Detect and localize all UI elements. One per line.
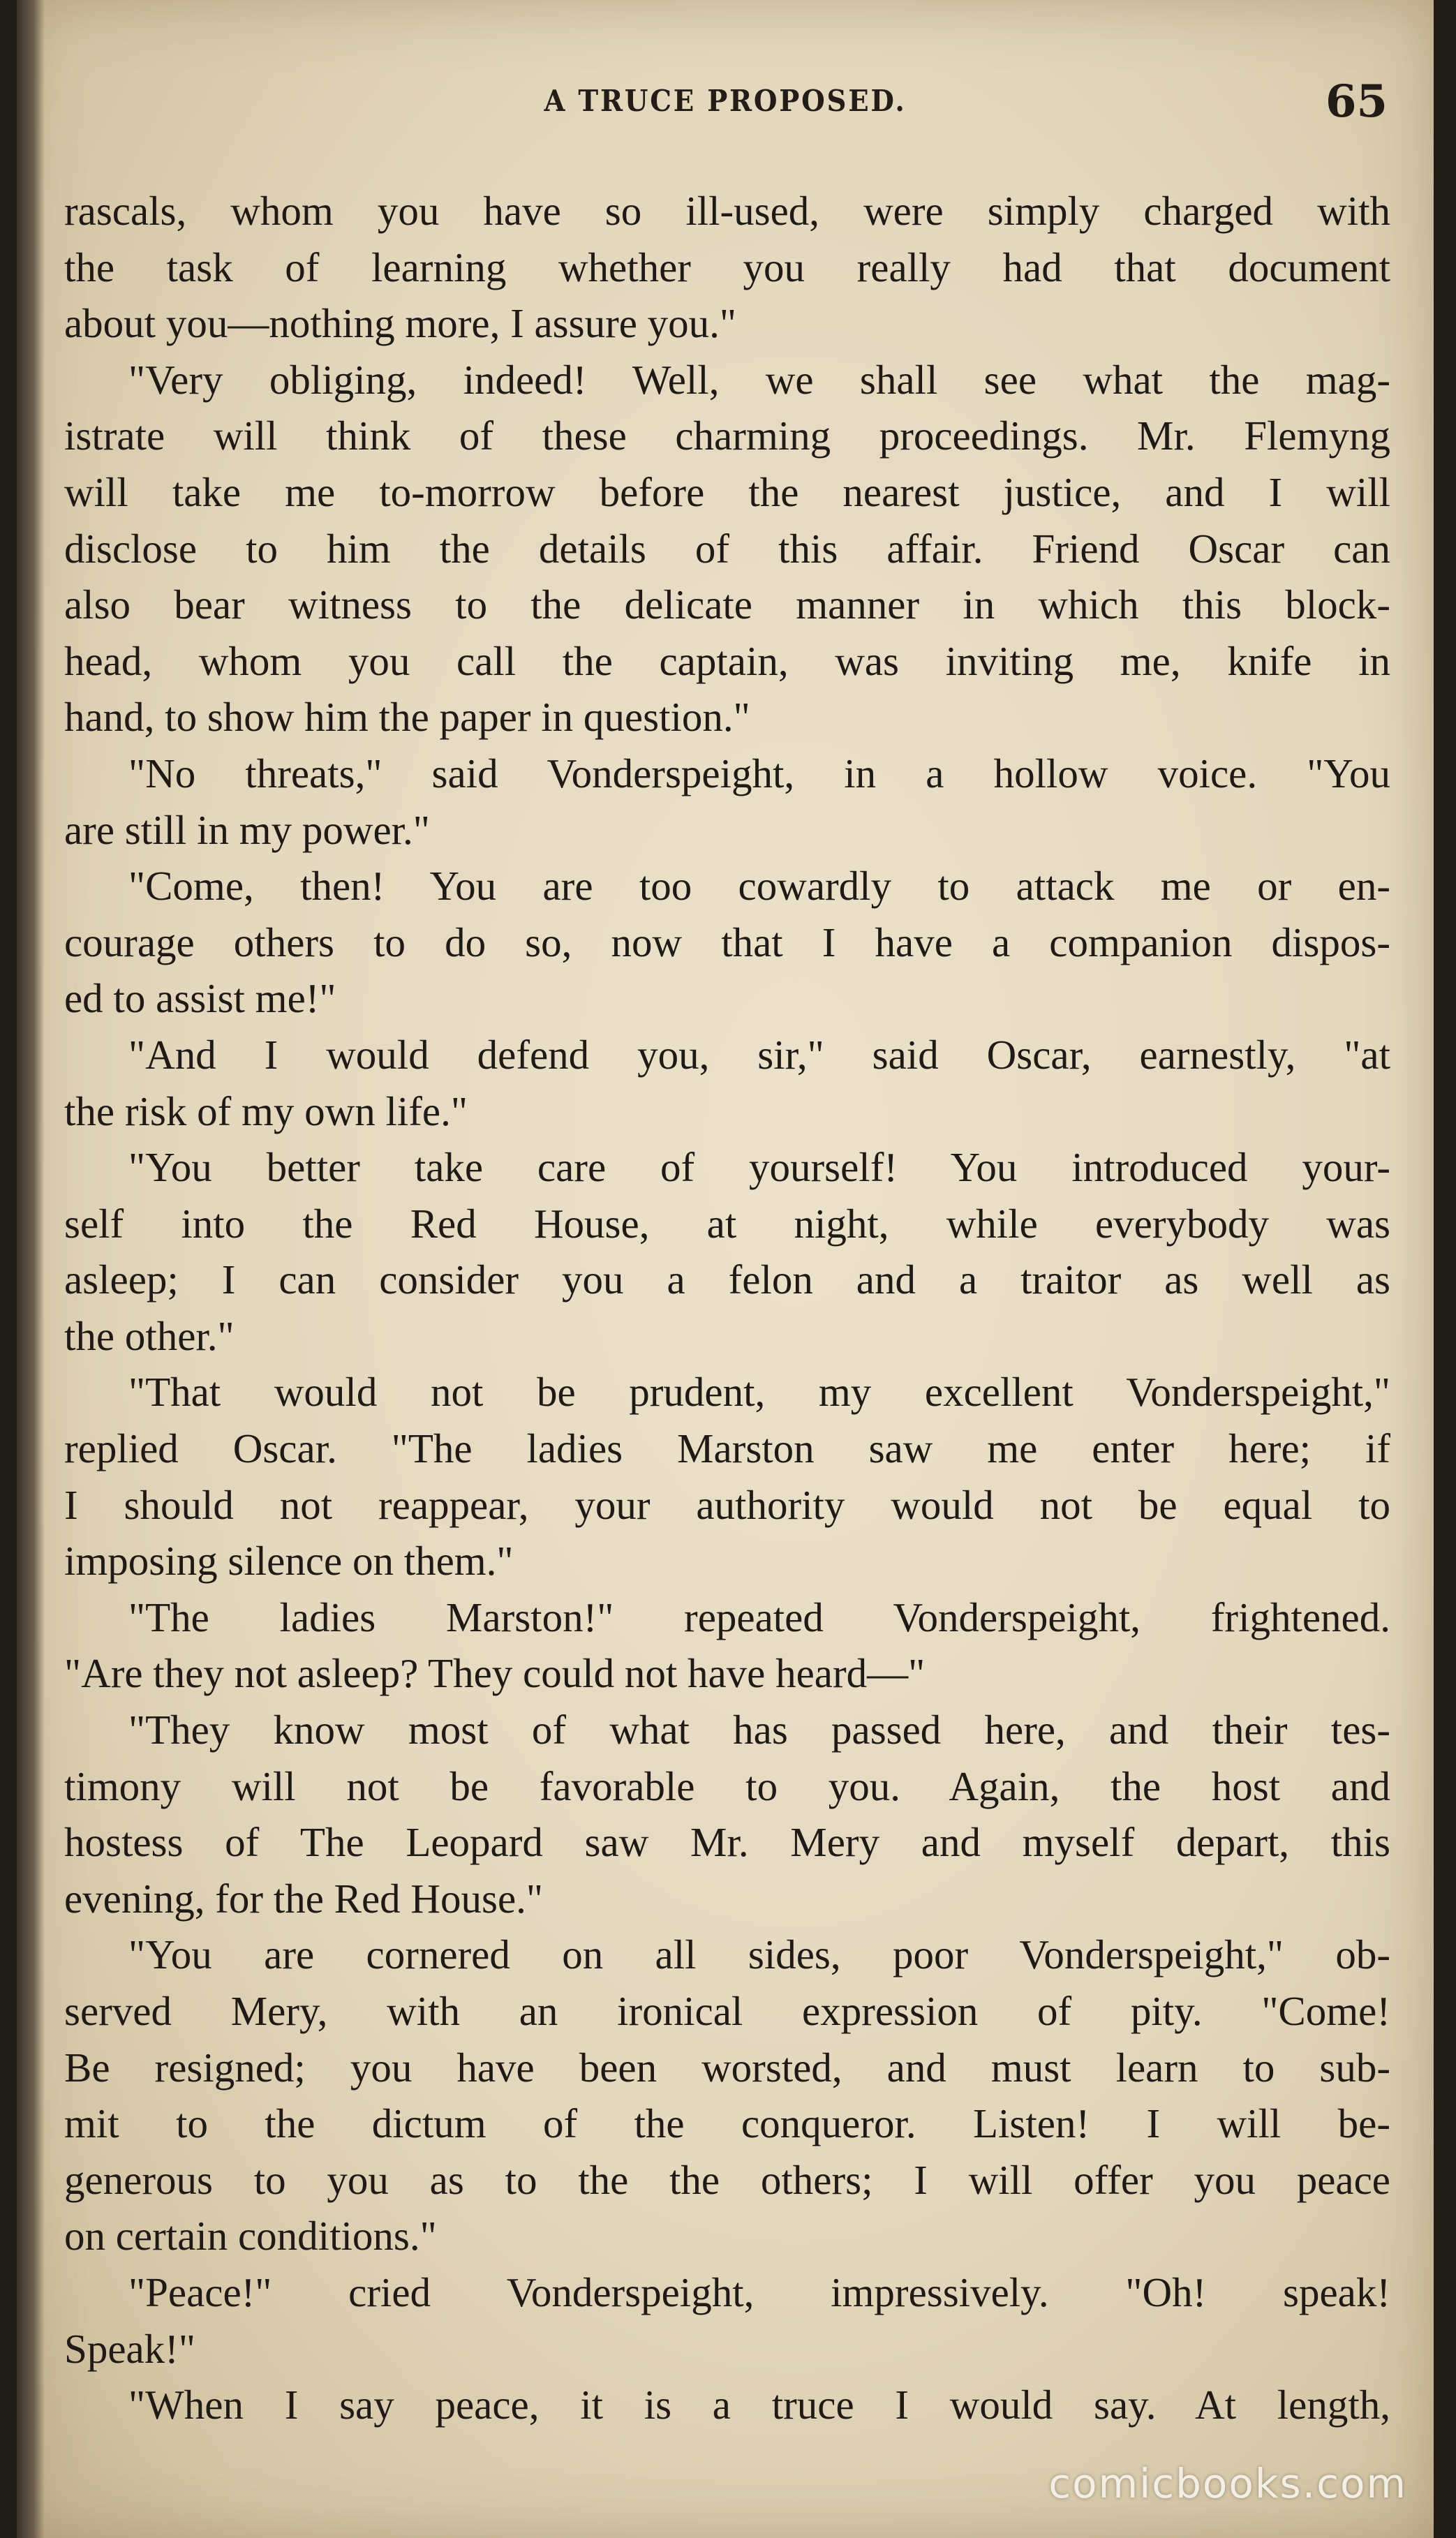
text-line: the task of learning whether you really had that document: [64, 244, 1390, 290]
watermark: comicbooks.com: [1048, 2460, 1407, 2507]
text-line: "They know most of what has passed here, and their tes-: [128, 1707, 1390, 1753]
text-line: the risk of my own life.": [64, 1088, 468, 1134]
text-line: generous to you as to the the others; I will offer you peace: [64, 2156, 1390, 2203]
text-line: are still in my power.": [64, 806, 430, 853]
text-line: "When I say peace, it is a truce I would say. At length,: [128, 2382, 1390, 2428]
text-line: istrate will think of these charming proceedings. Mr. Flemyng: [64, 413, 1390, 459]
text-line: mit to the dictum of the conqueror. Listen! I will be-: [64, 2100, 1390, 2147]
book-page: [17, 0, 1434, 2538]
text-line: about you—nothing more, I assure you.": [64, 300, 737, 347]
text-line: on certain conditions.": [64, 2213, 437, 2259]
text-line: rascals, whom you have so ill-used, were simply charged with: [64, 188, 1390, 234]
text-line: "That would not be prudent, my excellent Vonderspeight,": [128, 1369, 1390, 1416]
running-title: A TRUCE PROPOSED.: [544, 84, 907, 118]
text-line: "The ladies Marston!" repeated Vonderspeight, frightened.: [128, 1594, 1390, 1640]
text-line: "No threats," said Vonderspeight, in a hollow voice. "You: [128, 750, 1390, 796]
text-line: timony will not be favorable to you. Again, the host and: [64, 1762, 1390, 1809]
text-line: "You are cornered on all sides, poor Vonderspeight," ob-: [128, 1931, 1390, 1978]
text-line: evening, for the Red House.": [64, 1875, 544, 1922]
text-line: Be resigned; you have been worsted, and must learn to sub-: [64, 2044, 1390, 2091]
text-line: "And I would defend you, sir," said Oscar, earnestly, "at: [128, 1031, 1390, 1078]
text-line: disclose to him the details of this affair. Friend Oscar can: [64, 525, 1390, 572]
text-line: I should not reappear, your authority would not be equal to: [64, 1481, 1390, 1528]
page-gutter-edge: [17, 0, 45, 2538]
text-line: asleep; I can consider you a felon and a traitor as well as: [64, 1256, 1390, 1303]
running-head: [17, 75, 1434, 138]
text-line: imposing silence on them.": [64, 1538, 514, 1585]
text-line: hostess of The Leopard saw Mr. Mery and myself depart, this: [64, 1819, 1390, 1866]
text-line: "Very obliging, indeed! Well, we shall see what the mag-: [128, 356, 1390, 403]
text-line: "Peace!" cried Vonderspeight, impressively. "Oh! speak!: [128, 2269, 1390, 2315]
text-line: self into the Red House, at night, while everybody was: [64, 1200, 1390, 1247]
text-line: head, whom you call the captain, was inviting me, knife in: [64, 637, 1390, 684]
text-line: also bear witness to the delicate manner in which this block-: [64, 581, 1390, 628]
text-line: ed to assist me!": [64, 975, 336, 1022]
text-line: "Come, then! You are too cowardly to attack me or en-: [128, 863, 1390, 910]
text-line: "You better take care of yourself! You introduced your-: [128, 1144, 1390, 1191]
text-line: replied Oscar. "The ladies Marston saw me enter here; if: [64, 1425, 1390, 1472]
page-number: 65: [1325, 75, 1388, 128]
body-text: [64, 183, 1390, 2433]
text-line: courage others to do so, now that I have a companion dispos-: [64, 919, 1390, 965]
text-line: "Are they not asleep? They could not have heard—": [64, 1650, 926, 1697]
text-line: will take me to-morrow before the nearest justice, and I will: [64, 468, 1390, 515]
text-line: the other.": [64, 1312, 235, 1359]
text-line: Speak!": [64, 2325, 195, 2372]
text-line: hand, to show him the paper in question.": [64, 694, 750, 741]
text-line: served Mery, with an ironical expression of pity. "Come!: [64, 1988, 1390, 2034]
